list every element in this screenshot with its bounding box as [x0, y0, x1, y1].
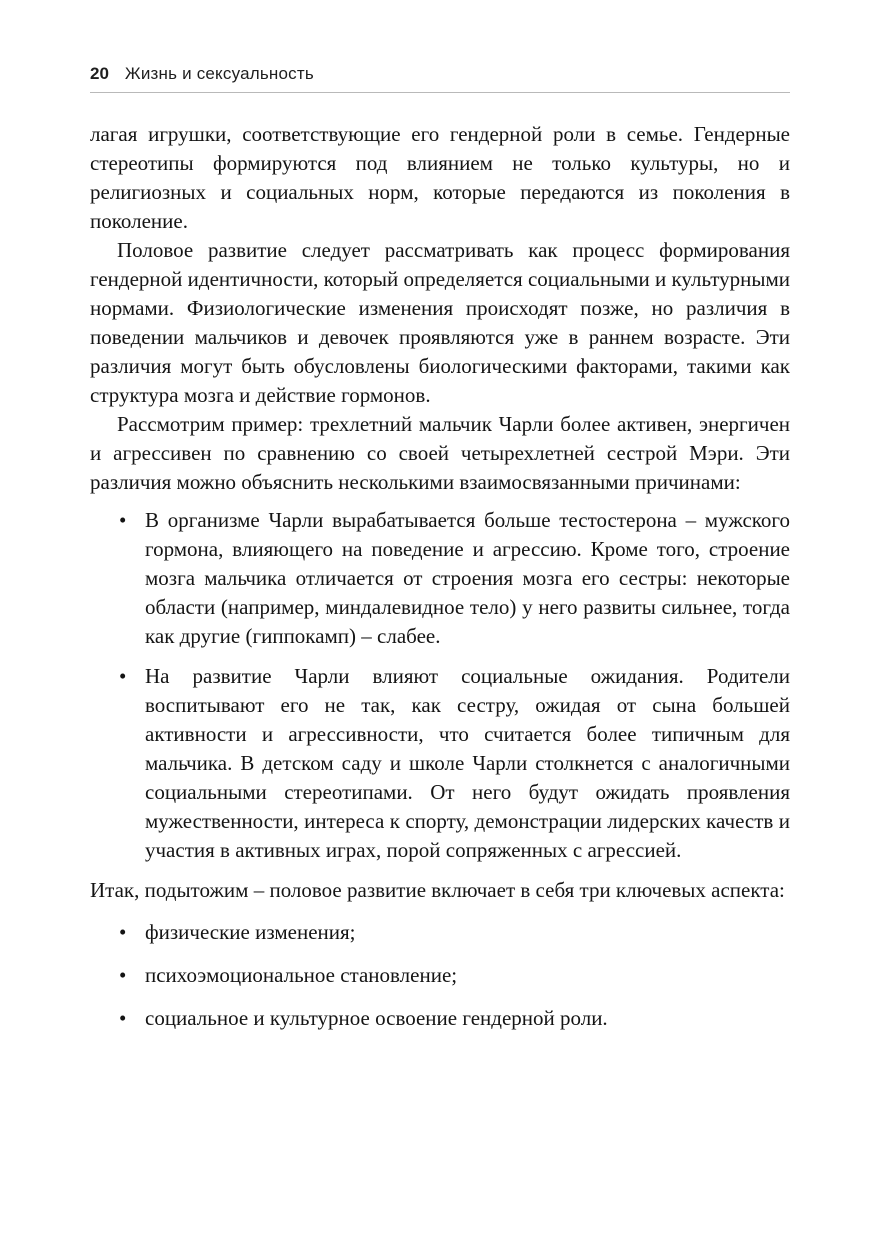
list-item-text: физические изменения; [145, 920, 356, 944]
bullet-icon: • [119, 508, 127, 532]
page-body [90, 120, 790, 1033]
list-item-text: На развитие Чарли влияют социальные ожидания. Родители воспитывают его не так, как сестру, ожидая от сына большей активности и агрессивности, что считается более типичным для мальчика. В детском саду и школе Чарли столкнется с аналогичными социальными стереотипами. От него будут ожидать проявления мужественности, интереса к спорту, демонстрации лидерских качеств и участия в активных играх, порой сопряженных с агрессией. [145, 664, 790, 862]
running-title: Жизнь и сексуальность [124, 64, 314, 83]
paragraph-continuation: лагая игрушки, соответствующие его гендерной роли в семье. Гендерные стереотипы формируются под влиянием не только культуры, но и религиозных и социальных норм, которые передаются из поколения в поколение. [90, 122, 790, 233]
bullet-icon: • [119, 963, 127, 987]
list-item [90, 961, 790, 990]
paragraph-example: Рассмотрим пример: трехлетний мальчик Чарли более активен, энергичен и агрессивен по сравнению со своей четырехлетней сестрой Мэри. Эти различия можно объяснить несколькими взаимосвязанными причинами: [90, 412, 790, 494]
bullet-icon: • [119, 1006, 127, 1030]
page-number: 20 [90, 64, 109, 83]
list-item [90, 918, 790, 947]
bullet-icon: • [119, 920, 127, 944]
page-header [90, 64, 790, 93]
list-item-text: психоэмоциональное становление; [145, 963, 458, 987]
list-item [90, 662, 790, 865]
paragraph-development: Половое развитие следует рассматривать как процесс формирования гендерной идентичности, который определяется социальными и культурными нормами. Физиологические изменения происходят позже, но различия в поведении мальчиков и девочек проявляются уже в раннем возрасте. Эти различия могут быть обусловлены биологическими факторами, такими как структура мозга и действие гормонов. [90, 238, 790, 407]
list-item-text: В организме Чарли вырабатывается больше тестостерона – мужского гормона, влияющего на поведение и агрессию. Кроме того, строение мозга мальчика отличается от строения мозга его сестры: некоторые области (например, миндалевидное тело) у него развиты сильнее, тогда как другие (гиппокамп) – слабее. [145, 508, 790, 648]
bullet-list-reasons [90, 506, 790, 865]
paragraph-summary: Итак, подытожим – половое развитие включает в себя три ключевых аспекта: [90, 878, 785, 902]
list-item [90, 506, 790, 651]
bullet-list-aspects [90, 918, 790, 1033]
bullet-icon: • [119, 664, 127, 688]
list-item [90, 1004, 790, 1033]
list-item-text: социальное и культурное освоение гендерной роли. [145, 1006, 608, 1030]
